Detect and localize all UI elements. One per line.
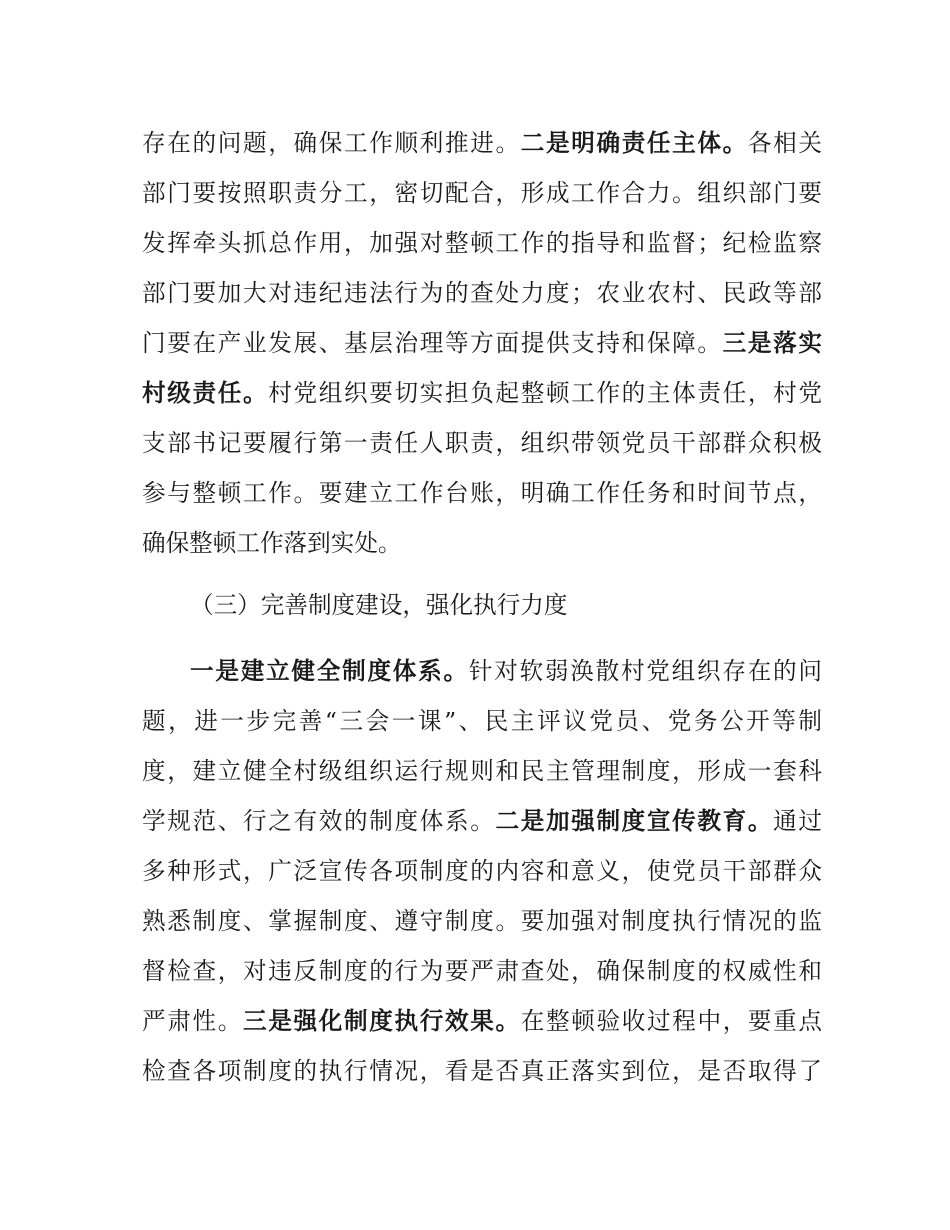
text-line: 检查各项制度的执行情况，看是否真正落实到位，是否取得了	[142, 1057, 822, 1085]
text-line: 严肃性。三是强化制度执行效果。在整顿验收过程中，要重点	[142, 1007, 823, 1035]
text-line: 部门要按照职责分工，密切配合，形成工作合力。组织部门要	[142, 179, 822, 207]
text-line: 度，建立健全村级组织运行规则和民主管理制度，形成一套科	[142, 757, 822, 785]
text-line: 发挥牵头抓总作用，加强对整顿工作的指导和监督；纪检监察	[142, 229, 822, 257]
text-line: 门要在产业发展、基层治理等方面提供支持和保障。三是落实	[142, 329, 823, 357]
bold-phrase: 村级责任。	[142, 379, 269, 407]
bold-phrase: 一是建立健全制度体系。	[190, 657, 469, 685]
text-line: 督检查，对违反制度的行为要严肃查处，确保制度的权威性和	[142, 957, 822, 985]
text-line: 确保整顿工作落到实处。	[142, 529, 402, 557]
text-line: 支部书记要履行第一责任人职责，组织带领党员干部群众积极	[142, 429, 822, 457]
text-line: 村级责任。村党组织要切实担负起整顿工作的主体责任，村党	[142, 379, 823, 407]
text-line: 存在的问题，确保工作顺利推进。二是明确责任主体。各相关	[142, 129, 823, 157]
text-line: 参与整顿工作。要建立工作台账，明确工作任务和时间节点，	[142, 479, 822, 507]
section-heading: （三）完善制度建设，强化执行力度	[190, 591, 568, 619]
text-line: 题，进一步完善“三会一课”、民主评议党员、党务公开等制	[142, 707, 822, 735]
bold-phrase: 二是加强制度宣传教育。	[495, 807, 774, 835]
text-line: 一是建立健全制度体系。针对软弱涣散村党组织存在的问	[190, 657, 823, 685]
bold-phrase: 二是明确责任主体。	[520, 129, 748, 157]
text-line: 熟悉制度、掌握制度、遵守制度。要加强对制度执行情况的监	[142, 907, 822, 935]
bold-phrase: 三是强化制度执行效果。	[243, 1007, 521, 1035]
bold-phrase: 三是落实	[722, 329, 823, 357]
text-line: 部门要加大对违纪违法行为的查处力度；农业农村、民政等部	[142, 279, 822, 307]
text-line: 学规范、行之有效的制度体系。二是加强制度宣传教育。通过	[142, 807, 823, 835]
text-line: 多种形式，广泛宣传各项制度的内容和意义，使党员干部群众	[142, 857, 822, 885]
